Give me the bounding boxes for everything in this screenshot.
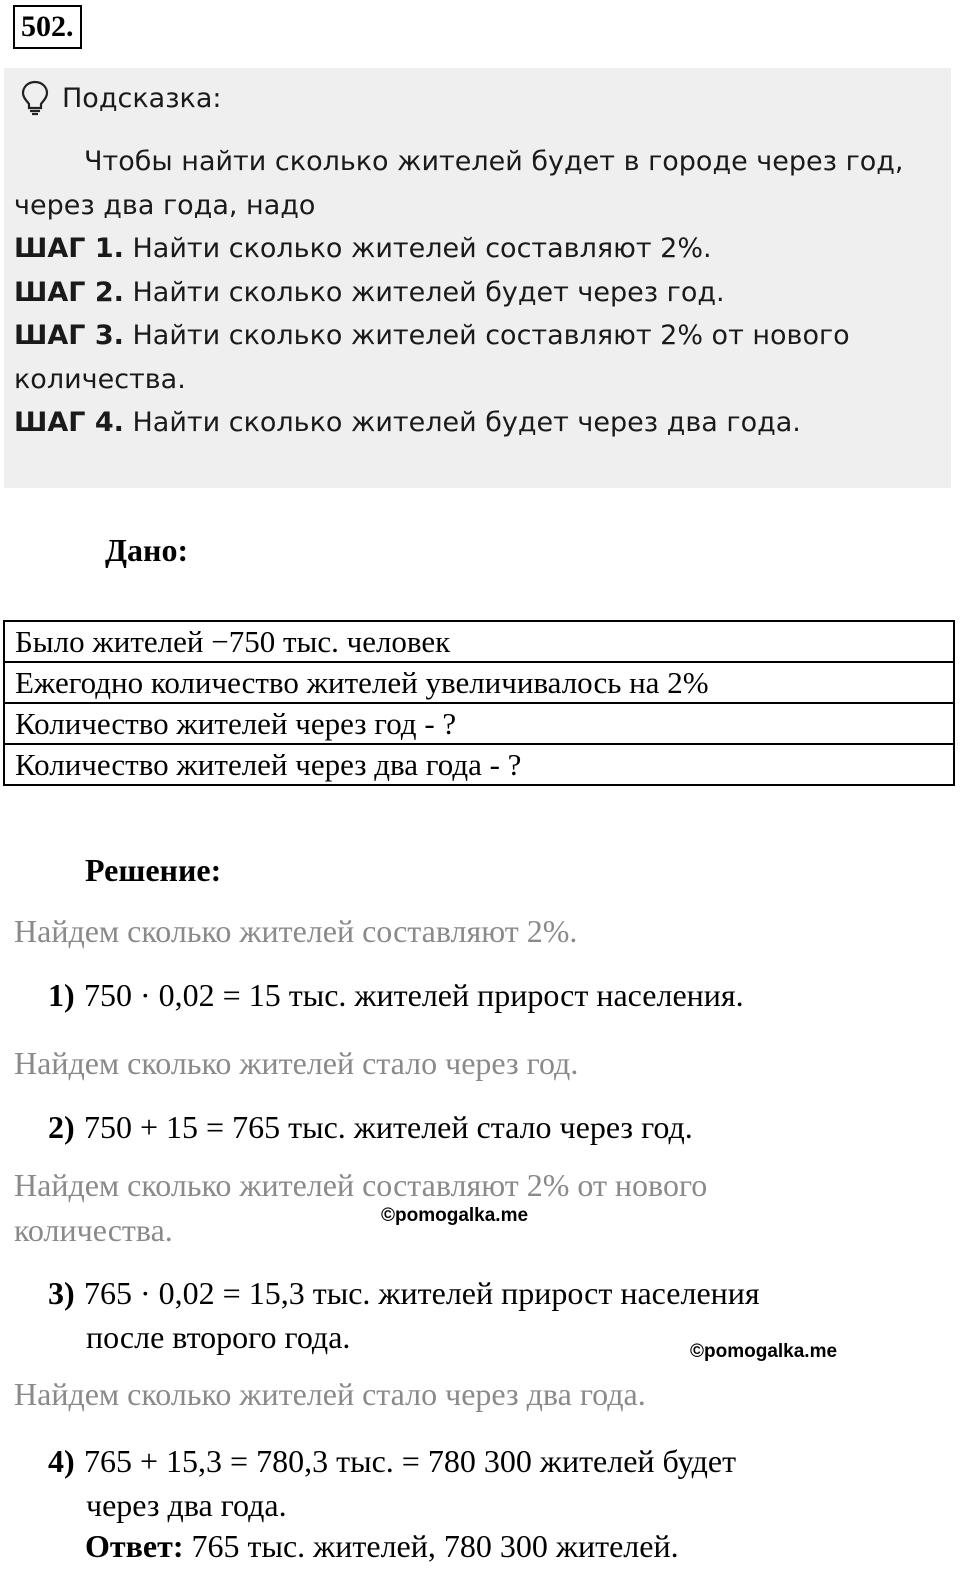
table-row: [4, 744, 954, 785]
answer-label: Ответ:: [85, 1528, 184, 1564]
hint-step-3-cont: [14, 358, 934, 402]
table-row: [4, 703, 954, 744]
step-text: Найти сколько жителей составляют 2%.: [123, 233, 712, 264]
table-cell: Количество жителей через два года - ?: [4, 744, 954, 785]
step-formula-cont: после второго года.: [86, 1319, 351, 1355]
solution-note: Найдем сколько жителей составляют 2% от нового: [14, 1167, 708, 1203]
step-number: 1): [48, 977, 75, 1013]
step-label: ШАГ 3.: [14, 320, 124, 351]
solution-step-4: [48, 1439, 948, 1527]
hint-step-1: [14, 227, 934, 271]
hint-step-2: [14, 271, 934, 315]
watermark: ©pomogalka.me: [381, 1205, 529, 1226]
step-label: ШАГ 2.: [14, 276, 124, 308]
answer: [85, 1528, 679, 1565]
solution-label: Решение:: [85, 852, 222, 888]
hint-title: Подсказка:: [62, 82, 222, 114]
step-number: 2): [48, 1109, 75, 1145]
step-text: количества.: [14, 363, 186, 395]
table-cell: Количество жителей через год - ?: [4, 703, 954, 744]
watermark: ©pomogalka.me: [690, 1341, 838, 1362]
step-number: 4): [48, 1443, 75, 1479]
solution-note: Найдем сколько жителей стало через два года.: [14, 1376, 646, 1412]
step-label: ШАГ 1.: [14, 233, 124, 264]
table-cell: Ежегодно количество жителей увеличивалось на 2%: [4, 662, 954, 703]
step-text: Найти сколько жителей будет через год.: [123, 276, 725, 308]
hint-body: [14, 140, 934, 445]
step-formula: 765 · 0,02 = 15,3 тыс. жителей прирост населения: [84, 1275, 760, 1311]
solution-note: количества.: [14, 1212, 173, 1248]
step-formula: 750 + 15 = 765 тыс. жителей стало через год.: [84, 1109, 693, 1145]
given-table: [3, 620, 955, 786]
solution-note: Найдем сколько жителей стало через год.: [14, 1045, 579, 1081]
step-formula-cont: через два года.: [86, 1487, 287, 1523]
table-row: [4, 662, 954, 703]
solution-note: Найдем сколько жителей составляют 2%.: [14, 913, 578, 949]
step-formula: 750 · 0,02 = 15 тыс. жителей прирост населения.: [84, 977, 744, 1013]
step-label: ШАГ 4.: [14, 407, 124, 438]
hint-intro-line: через два года, надо: [14, 189, 316, 221]
solution-step-2: [48, 1105, 948, 1149]
step-text: Найти сколько жителей будет через два года.: [123, 407, 801, 438]
table-cell: Было жителей −750 тыс. человек: [4, 621, 954, 662]
step-number: 3): [48, 1275, 75, 1311]
hint-step-3: [14, 314, 934, 358]
step-formula: 765 + 15,3 = 780,3 тыс. = 780 300 жителей будет: [84, 1443, 737, 1479]
answer-text: 765 тыс. жителей, 780 300 жителей.: [183, 1528, 679, 1564]
step-text: Найти сколько жителей составляют 2% от нового: [123, 320, 850, 351]
hint-step-4: [14, 401, 934, 445]
hint-box: [4, 68, 951, 488]
hint-header: [20, 80, 222, 116]
hint-intro-line: Чтобы найти сколько жителей будет в городе через год,: [84, 146, 904, 177]
solution-step-1: [48, 973, 948, 1017]
lightbulb-icon: [20, 80, 50, 116]
table-row: [4, 621, 954, 662]
problem-number: 502.: [13, 5, 82, 49]
given-label: Дано:: [105, 532, 189, 568]
